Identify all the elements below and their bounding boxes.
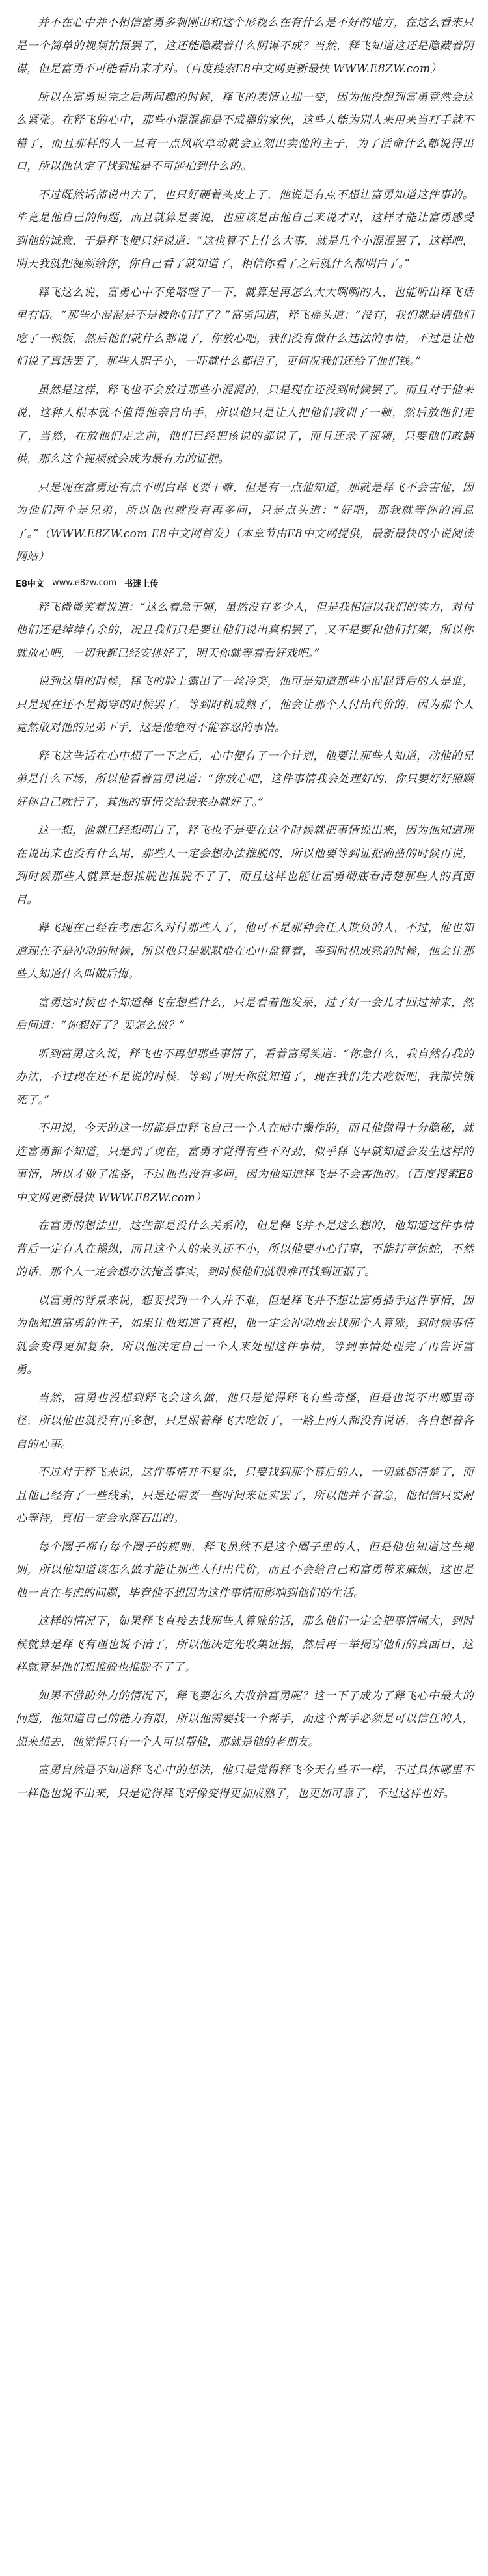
article-paragraph: 并不在心中并不相信富勇多刺刚出和这个形视么在有什么是不好的地方，在这么看来只是一个简单的视频拍摄罢了，这还能隐藏着什么阴谋不成？当然，释飞知道这还是隐藏着阴谋，但是富勇不可能看出来才对。（百度搜索E8中文网更新最快 WWW.E8ZW.com） <box>16 16 474 75</box>
article-paragraph: 如果不借助外力的情况下，释飞要怎么去收拾富勇呢？这一下子成为了释飞心中最大的问题，他知道自己的能力有限，所以他需要找一个帮手，而这个帮手必须是可以信任的人，想来想去，他觉得只有一个人可以帮他，那就是他的老朋友。 <box>16 1689 474 1749</box>
site-watermark <box>16 574 474 592</box>
watermark-url: www.e8zw.com <box>51 578 117 588</box>
article-paragraph: 听到富勇这么说，释飞也不再想那些事情了，看着富勇笑道：“你急什么，我自然有我的办法，不过现在还不是说的时候，等到了明天你就知道了，现在我们先去吃饭吧，我都快饿死了。” <box>16 1047 474 1107</box>
article-paragraph-source-note: 只是现在富勇还有点不明白释飞要干嘛，但是有一点他知道，那就是释飞不会害他，因为他们两个是兄弟，所以他也就没有再多问，只是点头道：“好吧，那我就等你的消息了。”（WWW.E8ZW.com E8中文网首发）（本章节由E8中文网提供，最新最快的小说阅读网站） <box>16 481 474 563</box>
article-paragraph: 释飞现在已经在考虑怎么对付那些人了，他可不是那种会任人欺负的人，不过，他也知道现在不是冲动的时候，所以他只是默默地在心中盘算着，等到时机成熟的时候，他会让那些人知道什么叫做后悔。 <box>16 922 474 981</box>
article-paragraph: 不过既然话都说出去了，也只好硬着头皮上了，他说是有点不想让富勇知道这件事的。毕竟是他自己的问题，而且就算是要说，也应该是由他自己来说才对，这样才能让富勇感受到他的诚意，于是释飞便只好说道：“这也算不上什么大事，就是几个小混混罢了，这样吧，明天我就把视频给你，你自己看了就知道了，相信你看了之后就什么都明白了。” <box>16 188 474 271</box>
article-paragraph: 释飞微微笑着说道：“这么着急干嘛，虽然没有多少人，但是我相信以我们的实力，对付他们还是绰绰有余的，况且我们只是要让他们说出真相罢了，又不是要和他们打架，所以你就放心吧，一切我都已经安排好了，明天你就等着看好戏吧。” <box>16 600 474 660</box>
article-paragraph: 当然，富勇也没想到释飞会这么做，他只是觉得释飞有些奇怪，但是也说不出哪里奇怪，所以他也就没有再多想，只是跟着释飞去吃饭了，一路上两人都没有说话，各自想着各自的心事。 <box>16 1391 474 1451</box>
article-paragraph: 富勇这时候也不知道释飞在想些什么，只是看着他发呆，过了好一会儿才回过神来，然后问道：“你想好了？要怎么做？” <box>16 996 474 1032</box>
article-paragraph: 虽然是这样，释飞也不会放过那些小混混的，只是现在还没到时候罢了。而且对于他来说，这种人根本就不值得他亲自出手，所以他只是让人把他们教训了一顿，然后放他们走了，当然，在放他们走之前，他们已经把该说的都说了，而且还录了视频，只要他们敢翻供，那么这个视频就会成为最有力的证据。 <box>16 383 474 466</box>
article-paragraph: 说到这里的时候，释飞的脸上露出了一丝冷笑，他可是知道那些小混混背后的人是谁，只是现在还不是揭穿的时候罢了，等到时机成熟了，他会让那个人付出代价的，因为那个人竟然敢对他的兄弟下手，这是他绝对不能容忍的事情。 <box>16 675 474 734</box>
watermark-logo: E8中文 <box>16 579 44 589</box>
watermark-upload-label: 书迷上传 <box>124 579 159 589</box>
article-paragraph: 这样的情况下，如果释飞直接去找那些人算账的话，那么他们一定会把事情闹大，到时候就算是释飞有理也说不清了，所以他决定先收集证据，然后再一举揭穿他们的真面目，这样就算是他们想推脱也推脱不了了。 <box>16 1615 474 1674</box>
article-paragraph: 这一想，他就已经想明白了，释飞也不是要在这个时候就把事情说出来，因为他知道现在说出来也没有什么用，那些人一定会想办法推脱的，所以他要等到证据确凿的时候再说，到时候那些人就算是想推脱也推脱不了了，而且这样也能让富勇彻底看清楚那些人的真面目。 <box>16 824 474 907</box>
article-paragraph: 富勇自然是不知道释飞心中的想法，他只是觉得释飞今天有些不一样，不过具体哪里不一样他也说不出来，只是觉得释飞好像变得更加成熟了，也更加可靠了，不过这样也好。 <box>16 1764 474 1800</box>
article-paragraph: 在富勇的想法里，这些都是没什么关系的，但是释飞并不是这么想的，他知道这件事情背后一定有人在操纵，而且这个人的来头还不小，所以他要小心行事，不能打草惊蛇，不然的话，那个人一定会想办法掩盖事实，到时候他们就很难再找到证据了。 <box>16 1219 474 1279</box>
article-paragraph: 不过对于释飞来说，这件事情并不复杂，只要找到那个幕后的人，一切就都清楚了，而且他已经有了一些线索，只是还需要一些时间来证实罢了，所以他并不着急，他相信只要耐心等待，真相一定会水落石出的。 <box>16 1466 474 1525</box>
article-paragraph: 释飞这么说，富勇心中不免咯噔了一下，就算是再怎么大大咧咧的人，也能听出释飞话里有话。“那些小混混是不是被你们打了？”富勇问道，释飞摇头道：“没有，我们就是请他们吃了一顿饭，然后他们就什么都说了，你放心吧，我们没有做什么违法的事情，不过是让他们说了真话罢了，那些人胆子小，一吓就什么都招了，更何况我们还给了他们钱。” <box>16 285 474 368</box>
article-paragraph: 不用说，今天的这一切都是由释飞自己一个人在暗中操作的，而且他做得十分隐秘，就连富勇都不知道，只是到了现在，富勇才觉得有些不对劲，似乎释飞早就知道会发生这样的事情，所以才做了准备，不过他也没有多问，因为他知道释飞是不会害他的。（百度搜索E8中文网更新最快 WWW.E8ZW.com） <box>16 1122 474 1204</box>
article-paragraph: 所以在富勇说完之后两问趣的时候，释飞的表情立拙一变，因为他没想到富勇竟然会这么紧张。在释飞的心中，那些小混混都是不成器的家伙，这些人能为别人来用来当打手就不错了，而且那样的人一旦有一点风吹草动就会立刻出卖他的主子，为了活命什么都说得出口，所以他认定了找到谁是不可能拍到什么的。 <box>16 90 474 173</box>
article-paragraph: 释飞这些话在心中想了一下之后，心中便有了一个计划，他要让那些人知道，动他的兄弟是什么下场，所以他看着富勇说道：“你放心吧，这件事情我会处理好的，你只要好好照顾好你自己就行了，其他的事情交给我来办就好了。” <box>16 749 474 809</box>
article-paragraph: 以富勇的背景来说，想要找到一个人并不难，但是释飞并不想让富勇插手这件事情，因为他知道富勇的性子，如果让他知道了真相，他一定会冲动地去找那个人算账，到时候事情就会变得更加复杂，所以他决定自己一个人来处理这件事情，等到事情处理完了再告诉富勇。 <box>16 1294 474 1376</box>
article-paragraph: 每个圈子都有每个圈子的规则，释飞虽然不是这个圈子里的人，但是他也知道这些规则，所以他知道该怎么做才能让那些人付出代价，而且不会给自己和富勇带来麻烦，这也是他一直在考虑的问题，毕竟他不想因为这件事情而影响到他们的生活。 <box>16 1540 474 1600</box>
